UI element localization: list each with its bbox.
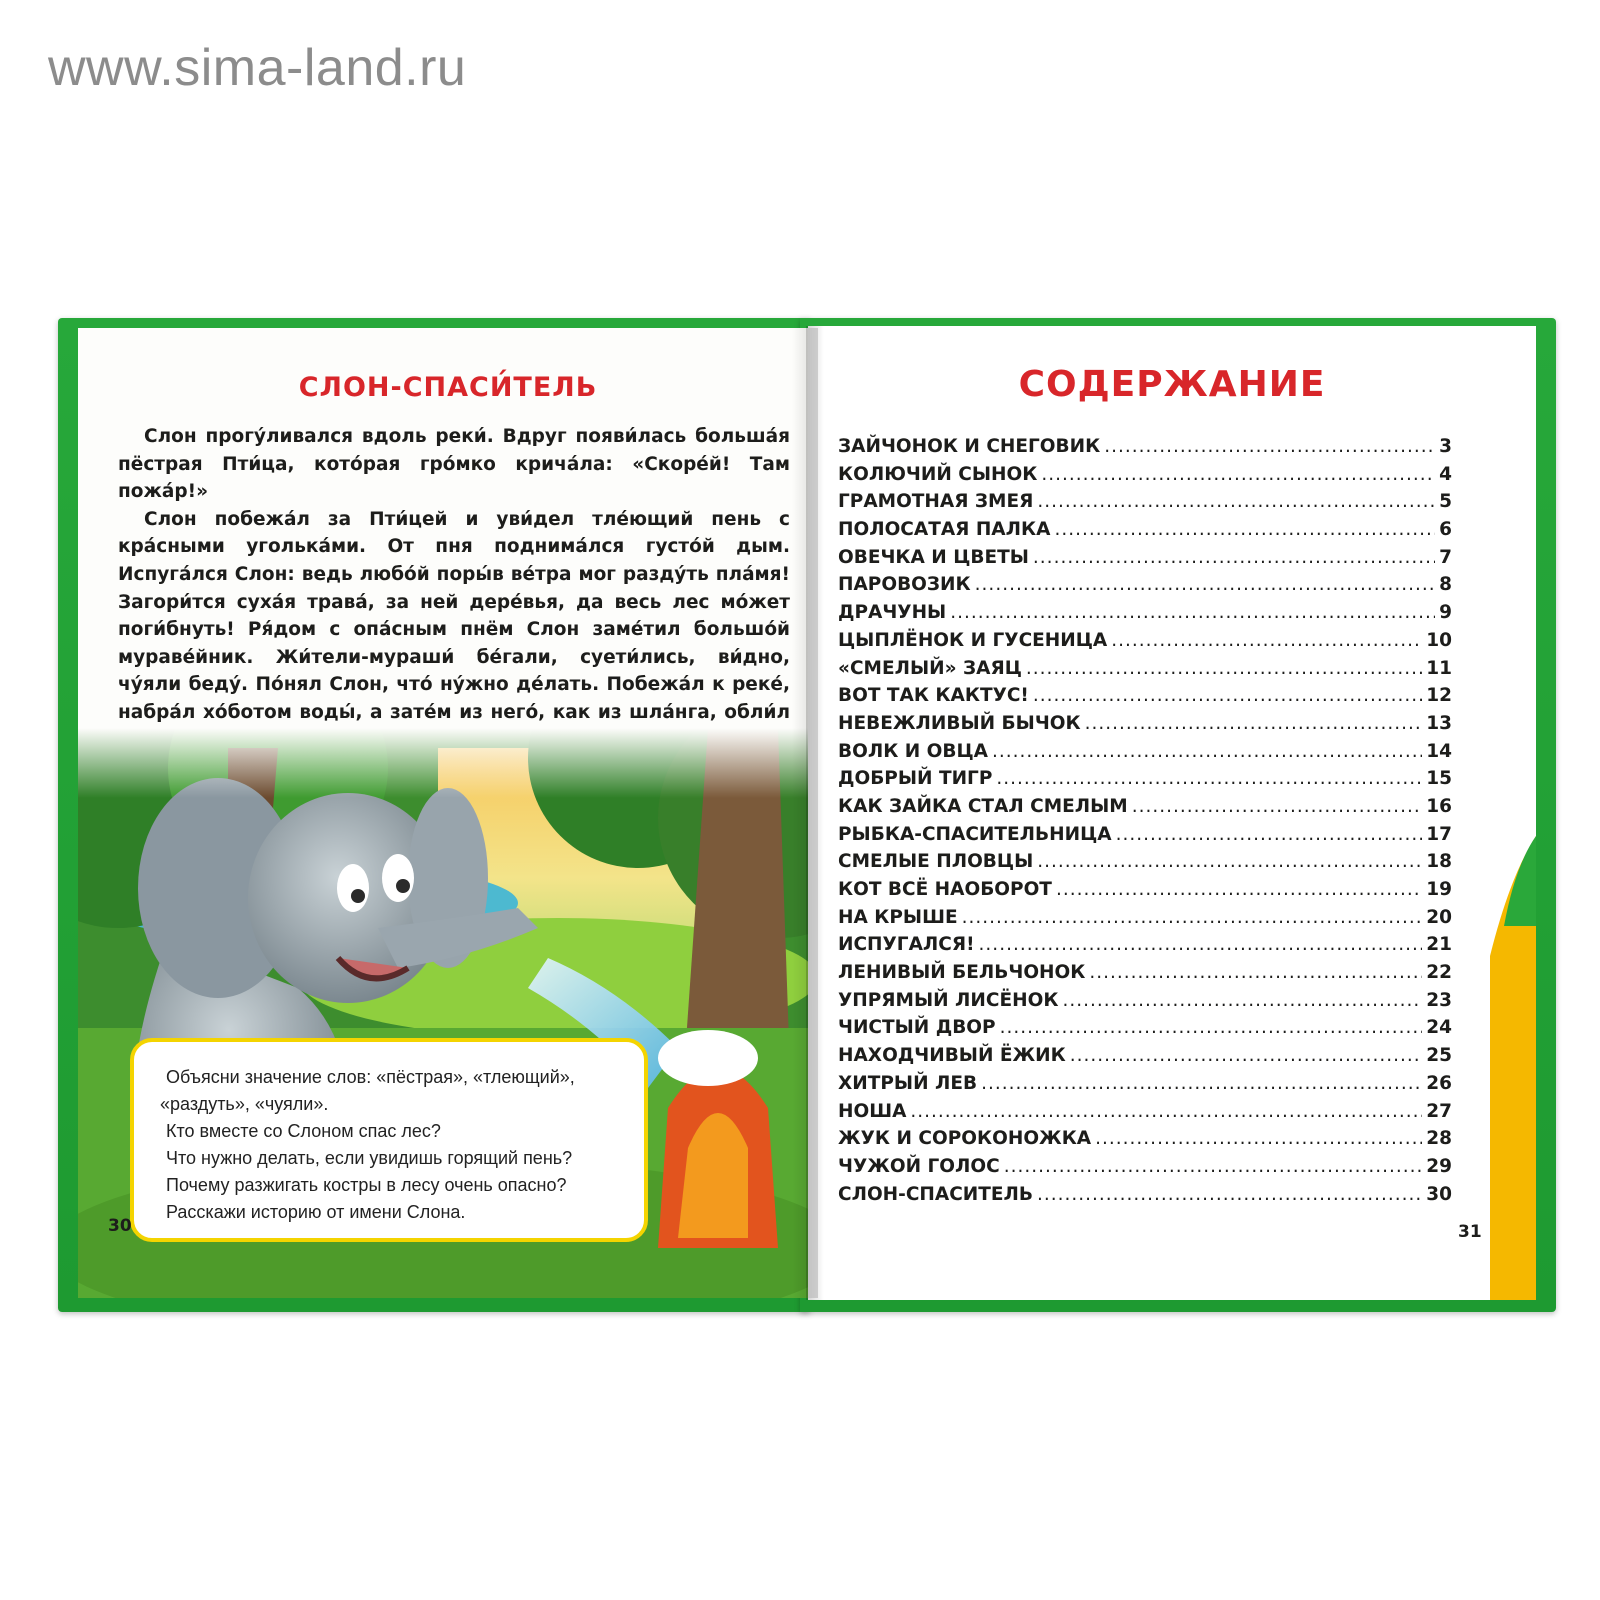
toc-entry-page: 4 [1439,463,1452,485]
toc-entry-page: 29 [1426,1155,1452,1177]
toc-entry-page: 24 [1426,1017,1452,1039]
page-number-right: 31 [1458,1222,1482,1242]
toc-entry-title: ГРАМОТНАЯ ЗМЕЯ [838,491,1034,513]
question-item: Расскажи историю от имени Слона. [166,1202,466,1222]
toc-entry-title: ПОЛОСАТАЯ ПАЛКА [838,519,1051,541]
toc-entry-title: ОВЕЧКА И ЦВЕТЫ [838,546,1029,568]
toc-entry [838,990,1452,1018]
right-page [808,326,1536,1300]
toc-entry-page: 22 [1426,962,1452,984]
toc-dot-leader [1037,491,1435,512]
toc-entry-page: 28 [1426,1128,1452,1150]
toc-entry-title: КОТ ВСЁ НАОБОРОТ [838,879,1052,900]
toc-entry-title: ВОТ ТАК КАКТУС! [838,685,1029,707]
toc-entry-title: НА КРЫШЕ [838,906,958,928]
toc-dot-leader [1095,1128,1422,1149]
question-item: Объясни значение слов: «пёстрая», «тлеющий», «раздуть», «чуяли». [160,1067,575,1114]
story-title: СЛОН-СПАСИ́ТЕЛЬ [298,372,598,403]
toc-entry-page: 25 [1426,1045,1452,1067]
toc-dot-leader [979,934,1423,955]
toc-entry-title: «СМЕЛЫЙ» ЗАЯЦ [838,657,1022,679]
table-of-contents [838,436,1452,1211]
toc-entry [838,768,1452,796]
toc-dot-leader [1054,519,1435,540]
toc-entry-page: 26 [1426,1072,1452,1094]
toc-entry-title: ВОЛК И ОВЦА [838,740,988,762]
toc-dot-leader [1056,879,1422,900]
toc-entry-title: СМЕЛЫЕ ПЛОВЦЫ [838,851,1034,873]
toc-entry-title: НАХОДЧИВЫЙ ЁЖИК [838,1045,1066,1067]
toc-entry [838,851,1452,879]
toc-entry-title: СЛОН-СПАСИТЕЛЬ [838,1183,1033,1205]
toc-dot-leader [996,768,1422,789]
toc-entry-page: 8 [1439,574,1452,596]
toc-dot-leader [910,1101,1422,1122]
toc-entry [838,824,1452,852]
toc-entry-page: 12 [1426,685,1452,707]
toc-entry-title: ДОБРЫЙ ТИГР [838,768,993,790]
toc-entry [838,436,1452,464]
toc-entry-page: 30 [1426,1183,1452,1205]
toc-entry [838,796,1452,824]
toc-dot-leader [1041,464,1435,485]
toc-entry-page: 7 [1439,546,1452,568]
toc-entry [838,741,1452,769]
book-spine-shadow-right [806,326,824,1300]
toc-entry [838,713,1452,741]
toc-entry [838,879,1452,907]
toc-entry-title: ЗАЙЧОНОК И СНЕГОВИК [838,436,1101,457]
toc-entry [838,574,1452,602]
toc-entry-title: КОЛЮЧИЙ СЫНОК [838,463,1038,485]
toc-entry-page: 11 [1426,657,1452,679]
toc-entry [838,907,1452,935]
toc-entry-page: 19 [1426,879,1452,900]
toc-entry [838,1017,1452,1045]
toc-entry [838,1128,1452,1156]
toc-entry [838,1101,1452,1129]
toc-entry-page: 13 [1426,712,1452,734]
toc-entry [838,1184,1452,1212]
question-item: Кто вместе со Слоном спас лес? [166,1121,441,1141]
toc-entry [838,1045,1452,1073]
toc-entry-page: 18 [1426,851,1452,873]
toc-entry-title: ЧУЖОЙ ГОЛОС [838,1155,1000,1177]
toc-entry-page: 10 [1426,629,1452,651]
toc-entry-page: 9 [1439,602,1452,624]
toc-entry-title: ИСПУГАЛСЯ! [838,934,975,956]
toc-entry-page: 16 [1426,795,1452,817]
toc-entry-page: 15 [1426,768,1452,790]
toc-entry-page: 27 [1426,1100,1452,1122]
toc-dot-leader [981,1073,1422,1094]
toc-entry [838,1073,1452,1101]
toc-dot-leader [1111,630,1422,651]
toc-dot-leader [1132,796,1423,817]
toc-entry-title: ПАРОВОЗИК [838,574,971,596]
toc-dot-leader [1033,547,1435,568]
toc-entry-title: РЫБКА-СПАСИТЕЛЬНИЦА [838,823,1112,845]
toc-entry-page: 6 [1439,519,1452,541]
toc-entry-title: НЕВЕЖЛИВЫЙ БЫЧОК [838,712,1081,734]
toc-entry-page: 23 [1426,989,1452,1011]
page-corner-decoration [1490,836,1536,1300]
toc-entry [838,1156,1452,1184]
toc-entry-page: 3 [1439,436,1452,457]
toc-entry [838,602,1452,630]
toc-entry-title: ЛЕНИВЫЙ БЕЛЬЧОНОК [838,962,1086,984]
toc-entry-title: ДРАЧУНЫ [838,602,947,624]
toc-dot-leader [950,602,1435,623]
story-paragraph: Слон прогу́ливался вдоль реки́. Вдруг появи́лась больша́я пёстрая Пти́ца, кото́рая гро́мко крича́ла: «Скоре́й! Там пожа́р!» [118,426,790,503]
toc-entry [838,464,1452,492]
story-paragraph: Слон побежа́л за Пти́цей и уви́дел тле́ющий пень с кра́сными уголька́ми. От пня поднима́лся густо́й дым. Испуга́лся Слон: ведь любо́й поры́в ве́тра мог разду́ть пла́мя! Загори́тся суха́я трава́, за ней дере́вья, да весь лес мо́жет поги́бнуть! Ря́дом с опа́сным пнём Слон заме́тил большо́й мураве́йник. Жи́тели-мураши́ бе́гали, суети́лись, ви́дно, чу́яли беду́. По́нял Слон, что́ ну́жно де́лать. Побежа́л к реке́, набра́л хо́ботом воды́, а зате́м из него́, как из шла́нга, обли́л [118,508,790,723]
toc-entry-page: 21 [1426,934,1452,956]
toc-dot-leader [992,741,1422,762]
toc-dot-leader [1033,685,1422,706]
site-watermark: www.sima-land.ru [48,39,467,97]
toc-entry [838,491,1452,519]
toc-entry [838,547,1452,575]
toc-dot-leader [1070,1045,1422,1066]
toc-entry [838,934,1452,962]
toc-dot-leader [1089,962,1422,983]
toc-dot-leader [1037,1184,1422,1205]
toc-title: СОДЕРЖАНИЕ [1018,364,1326,405]
toc-entry-title: КАК ЗАЙКА СТАЛ СМЕЛЫМ [838,795,1128,817]
question-item: Почему разжигать костры в лесу очень опасно? [166,1175,567,1195]
toc-dot-leader [1062,990,1422,1011]
toc-entry-page: 5 [1439,491,1452,513]
toc-entry-page: 20 [1426,906,1452,928]
toc-dot-leader [1116,824,1423,845]
toc-entry [838,519,1452,547]
toc-dot-leader [1085,713,1423,734]
toc-dot-leader [1004,1156,1423,1177]
question-item: Что нужно делать, если увидишь горящий пень? [166,1148,573,1168]
toc-entry [838,962,1452,990]
toc-entry-title: ЖУК И СОРОКОНОЖКА [838,1128,1092,1150]
toc-entry-title: ХИТРЫЙ ЛЕВ [838,1072,978,1094]
toc-entry-title: УПРЯМЫЙ ЛИСЁНОК [838,989,1059,1011]
page-number-left: 30 [108,1216,132,1236]
toc-entry-title: ЧИСТЫЙ ДВОР [838,1017,996,1039]
toc-entry-page: 14 [1426,740,1452,762]
toc-entry [838,658,1452,686]
toc-dot-leader [1104,436,1435,457]
toc-entry [838,630,1452,658]
left-page [78,328,818,1298]
questions-box [130,1038,648,1242]
toc-entry [838,685,1452,713]
toc-entry-title: НОША [838,1100,907,1122]
toc-dot-leader [975,574,1435,595]
toc-dot-leader [1000,1017,1423,1038]
toc-dot-leader [1026,658,1422,679]
toc-entry-page: 17 [1426,823,1452,845]
toc-dot-leader [962,907,1423,928]
toc-dot-leader [1037,851,1422,872]
toc-entry-title: ЦЫПЛЁНОК И ГУСЕНИЦА [838,629,1108,651]
